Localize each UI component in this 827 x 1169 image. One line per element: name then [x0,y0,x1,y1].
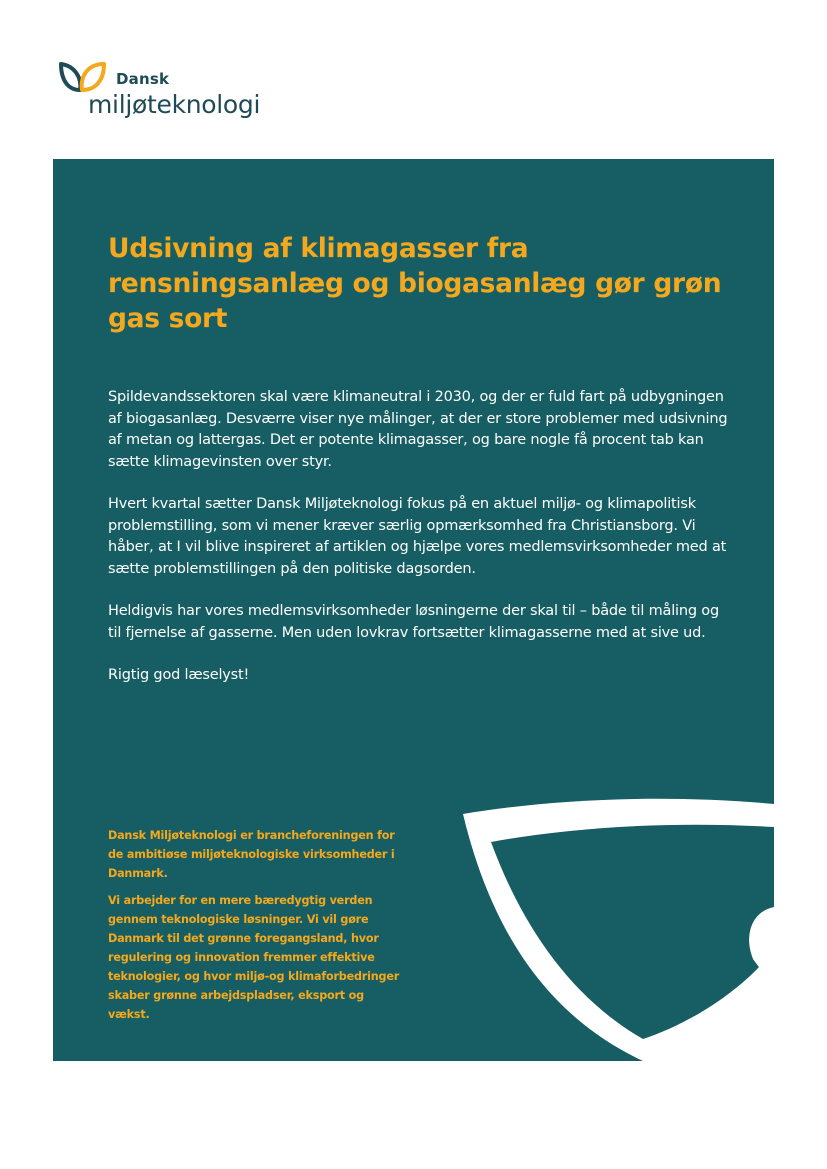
headline: Udsivning af klimagasser fra rensningsanlæg og biogasanlæg gør grøn gas sort [108,233,722,334]
paragraph-1: Spildevandssektoren skal være klimaneutral i 2030, og der er fuld fart på udbygningen af biogasanlæg. Desværre viser nye målinger, at der er store problemer med udsivning af metan og lattergas. Det er potente klimagasser, og bare nogle få procent tab kan sætte klimagevinsten over styr. [108,389,728,470]
intro-body [108,387,728,708]
content-panel [53,159,774,1061]
paragraph-3: Heldigvis har vores medlemsvirksomheder løsningerne der skal til – både til måling og til fjernelse af gasserne. Men uden lovkrav fortsætter klimagasserne med at sive ud. [108,603,719,641]
leaf-logo-icon [58,60,108,94]
logo [58,56,288,126]
closing-line: Rigtig god læselyst! [108,667,250,683]
about-box [108,826,408,1032]
about-paragraph-2: Vi arbejder for en mere bæredygtig verden gennem teknologiske løsninger. Vi vil gøre Danmark til det grønne foregangsland, hvor regulering og innovation fremmer effektive teknologier, og hvor miljø-og klimaforbedringer skaber grønne arbejdspladser, eksport og vækst. [108,894,400,1021]
paragraph-2: Hvert kvartal sætter Dansk Miljøteknologi fokus på en aktuel miljø- og klimapolitisk problemstilling, som vi mener kræver særlig opmærksomhed fra Christiansborg. Vi håber, at I vil blive inspireret af artiklen og hjælpe vores medlemsvirksomheder med at sætte problemstillingen på den politiske dagsorden. [108,496,727,577]
about-paragraph-1: Dansk Miljøteknologi er brancheforeningen for de ambitiøse miljøteknologiske virksomheder i Danmark. [108,829,395,880]
logo-text-miljoteknologi: miljøteknologi [88,90,261,119]
logo-text-dansk: Dansk [116,70,170,88]
